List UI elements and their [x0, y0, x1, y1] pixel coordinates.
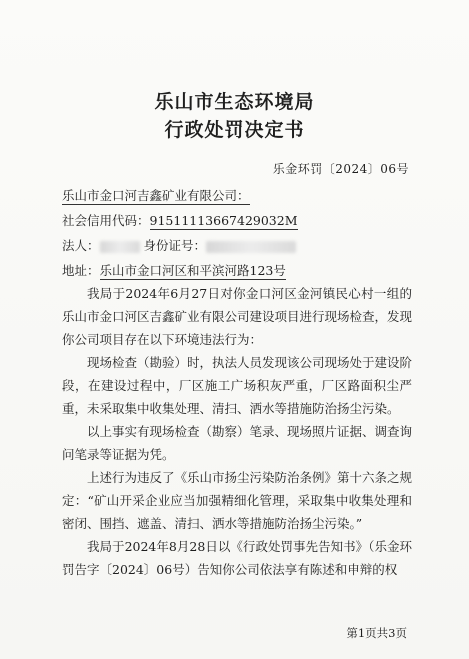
paragraph-inspection: 我局于2024年6月27日对你金口河区金河镇民心村一组的乐山市金口河区吉鑫矿业有限公司建设项目进行现场检查，发现你公司项目存在以下环境违法行为：: [62, 286, 413, 347]
body-text: [62, 282, 412, 581]
paragraph-evidence: 以上事实有现场检查（勘察）笔录、现场照片证据、调查询问笔录等证据为凭。: [62, 424, 413, 462]
legal-rep-line: [62, 236, 296, 254]
credit-code-line: [62, 211, 298, 229]
paragraph-regulation: 上述行为违反了《乐山市扬尘污染防治条例》第十六条之规定：“矿山开采企业应当加强精细化管理，采取集中收集处理和密闭、围挡、遮盖、清扫、洒水等措施防治扬尘污染。”: [62, 470, 413, 531]
address-value: 乐山市金口河区和平滨河路123号: [99, 263, 286, 278]
paragraph-violation: 现场检查（勘验）时，执法人员发现该公司现场处于建设阶段，在建设过程中，厂区施工广场积灰严重，厂区路面积尘严重，未采取集中收集处理、清扫、洒水等措施防治扬尘污染。: [62, 355, 413, 416]
legal-rep-label: 法人：: [62, 238, 100, 253]
address-line: [62, 261, 286, 279]
paragraph-notice: 我局于2024年8月28日以《行政处罚事先告知书》（乐金环罚告字〔2024〕06号）告知你公司依法享有陈述和申辩的权: [62, 539, 412, 577]
page-number: 第1页共3页: [346, 626, 407, 640]
address-label: 地址：: [62, 263, 100, 278]
credit-code-value: 91511113667429032M: [149, 213, 298, 228]
document-title: 行政处罚决定书: [164, 119, 305, 141]
party-company: 乐山市金口河吉鑫矿业有限公司：: [62, 188, 250, 203]
document-number: 乐金环罚〔2024〕06号: [272, 162, 409, 176]
credit-code-label: 社会信用代码：: [62, 213, 150, 228]
id-number-redacted: [206, 241, 296, 253]
party-company-line: [62, 186, 250, 204]
id-number-label: 身份证号：: [143, 238, 207, 253]
agency-title: 乐山市生态环境局: [154, 91, 315, 113]
legal-rep-name-redacted: [100, 241, 140, 253]
